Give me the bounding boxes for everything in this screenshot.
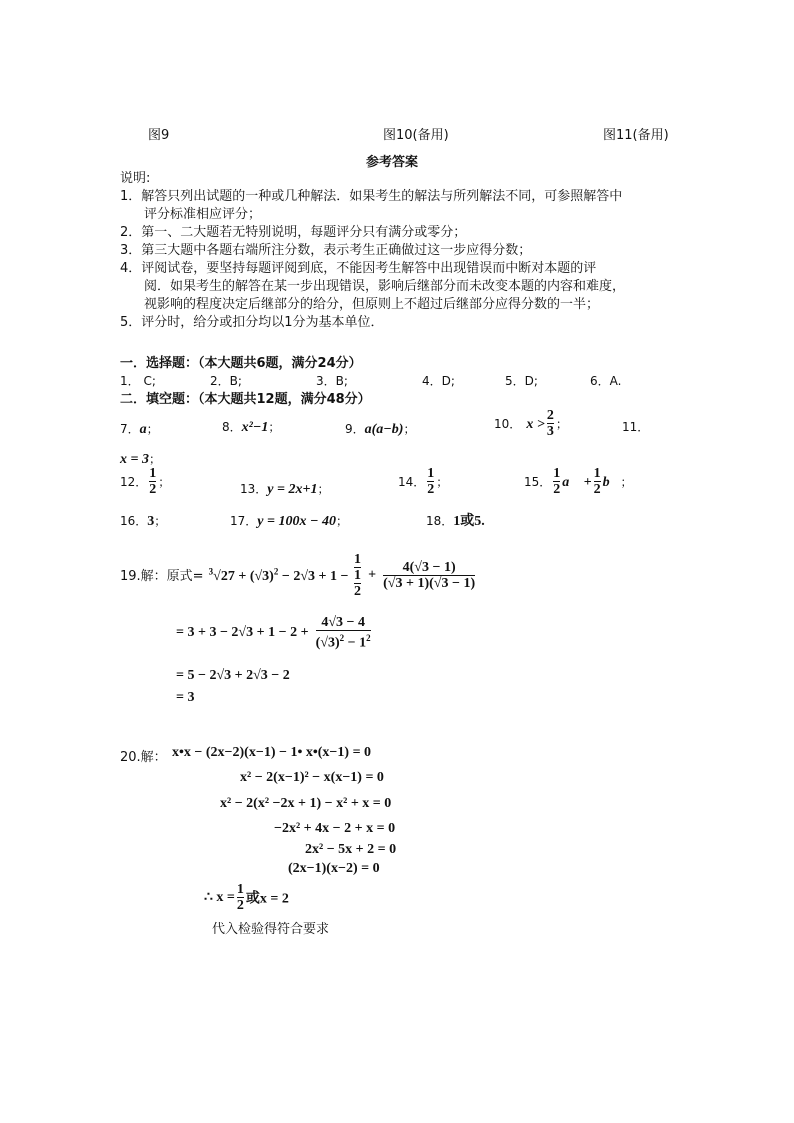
q19-step-3: = 5 − 2√3 + 2√3 − 2: [176, 668, 290, 683]
figure-9-caption: 图9: [148, 128, 170, 143]
fill-8: 8．x²−1；: [222, 420, 281, 435]
q20-step-6: (2x−1)(x−2) = 0: [288, 861, 380, 876]
note-1a: 1．解答只列出试题的一种或几种解法．如果考生的解法与所列解法不同，可参照解答中: [120, 189, 623, 204]
fill-14: 14． $\frac{1}{2}$ ；: [398, 466, 449, 497]
q20-result-pre: ∴ x =: [204, 890, 235, 905]
ans-17: y = 100x − 40: [257, 514, 336, 529]
fill-17: 17．y = 100x − 40；: [230, 514, 348, 529]
q20-label: 20.解：: [120, 750, 167, 765]
q19-line-1: 19.解：原式= $^3√27 + (√3)^2 - 2√3 + 1$ − 1 1 2 + $\frac{4(√3 - 1)}{(√3 + 1)(√3 - 1)}$: [120, 552, 476, 599]
q20-step-1: x•x − (2x−2)(x−1) − 1• x•(x−1) = 0: [172, 745, 372, 760]
label-16: 16．: [120, 514, 148, 528]
section-1-heading: 一．选择题：（本大题共6题，满分24分）: [120, 356, 362, 371]
fill-11: x = 3；: [120, 452, 161, 467]
q19-step-4: = 3: [176, 690, 195, 705]
q19-line-2: = 3 + 3 − 2√3 + 1 − 2 + $\frac{4√3 - 4}{(√3)^2 - 1^2}$: [176, 615, 371, 651]
label-18: 18．: [426, 514, 454, 528]
label-11: 11．: [622, 420, 650, 434]
answer-6: 6．A.: [590, 374, 622, 388]
note-4c: 视影响的程度决定后继部分的给分，但原则上不超过后继部分应得分数的一半；: [144, 297, 600, 312]
fill-9: 9．a(a−b)；: [345, 422, 416, 437]
note-2: 2．第一、二大题若无特别说明，每题评分只有满分或零分；: [120, 225, 467, 240]
fill-15: 15． $\frac{1}{2}$ a⃗ + $\frac{1}{2}$ b⃗；: [524, 466, 633, 497]
fill-18: [426, 510, 485, 530]
note-5: 5．评分时，给分或扣分均以1分为基本单位．: [120, 315, 384, 330]
q19-label: 19.解：原式=: [120, 569, 204, 584]
answer-3: 3．B;: [316, 374, 348, 388]
label-15: 15．: [524, 475, 552, 489]
label-10: 10．: [494, 417, 522, 431]
q20-result-post: 或x = 2: [245, 891, 289, 907]
note-4a: 4．评阅试卷，要坚持每题评阅到底，不能因考生解答中出现错误而中断对本题的评: [120, 261, 597, 276]
fill-12: 12． $\frac{1}{2}$ ；: [120, 466, 171, 497]
fill-10: 10． x > $\frac{2}{3}$ ；: [494, 408, 568, 439]
q20-check: 代入检验得符合要求: [212, 922, 330, 937]
q20-step-3: x² − 2(x² −2x + 1) − x² + x = 0: [220, 796, 392, 811]
ans-9: a(a−b): [364, 422, 404, 437]
q20-step-5: 2x² − 5x + 2 = 0: [305, 842, 397, 857]
q20-step-4: −2x² + 4x − 2 + x = 0: [274, 821, 396, 836]
label-9: 9．: [345, 422, 365, 436]
answer-4: 4．D;: [422, 374, 455, 388]
label-14: 14．: [398, 475, 426, 489]
answer-1: 1． C;: [120, 374, 156, 388]
notes-block: [120, 170, 625, 332]
ans-18: 1或5.: [453, 514, 485, 529]
label-12: 12．: [120, 475, 148, 489]
fill-16: 16．3；: [120, 514, 167, 529]
section-2-heading: 二．填空题：（本大题共12题，满分48分）: [120, 392, 371, 407]
ans-7: a: [139, 422, 147, 437]
note-3: 3．第三大题中各题右端所注分数，表示考生正确做过这一步应得分数；: [120, 243, 532, 258]
ans-11: x = 3: [120, 452, 149, 467]
answer-2: 2．B;: [210, 374, 242, 388]
note-4b: 阅．如果考生的解答在某一步出现错误，影响后继部分而未改变本题的内容和难度，: [144, 279, 626, 294]
label-8: 8．: [222, 420, 242, 434]
ans-8: x²−1: [241, 420, 269, 435]
q19-step-2: = 3 + 3 − 2√3 + 1 − 2 +: [176, 624, 309, 640]
q20-result: ∴ x = $\frac{1}{2}$ 或x = 2: [204, 882, 289, 913]
ans-16: 3: [147, 514, 155, 529]
answer-5: 5．D;: [505, 374, 538, 388]
label-7: 7．: [120, 422, 140, 436]
label-13: 13．: [240, 482, 268, 496]
ans-13: y = 2x+1: [267, 482, 318, 497]
q20-step-2: x² − 2(x−1)² − x(x−1) = 0: [240, 770, 384, 785]
note-1b: 评分标准相应评分；: [144, 207, 262, 222]
figure-11-caption: 图11(备用): [603, 128, 669, 143]
notes-head: 说明:: [120, 171, 151, 186]
page-title: 参考答案: [366, 155, 419, 170]
fill-13: 13．y = 2x+1；: [240, 482, 330, 497]
fill-7: 7．a；: [120, 422, 159, 437]
figure-10-caption: 图10(备用): [383, 128, 449, 143]
label-17: 17．: [230, 514, 258, 528]
